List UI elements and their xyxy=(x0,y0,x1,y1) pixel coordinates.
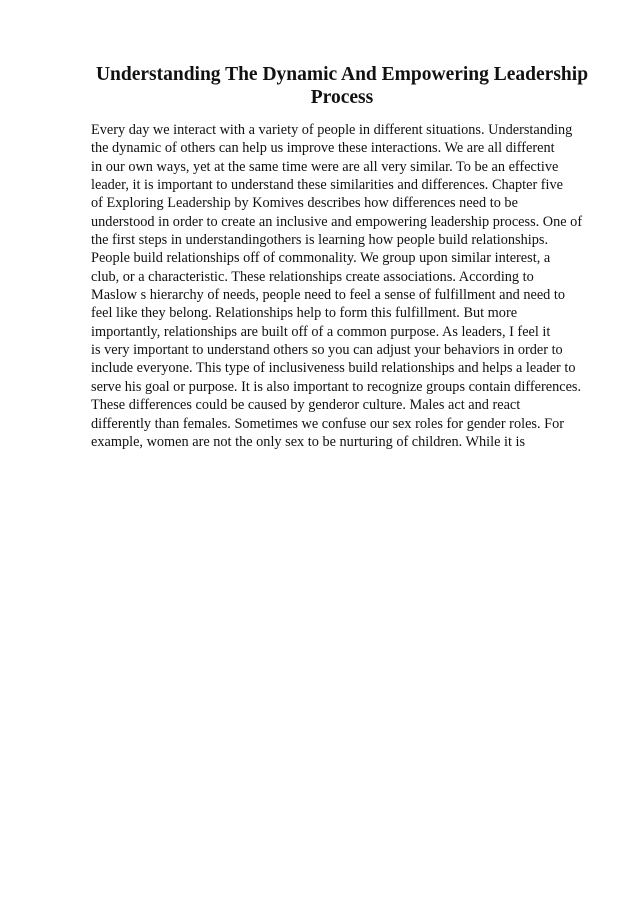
title-line: Understanding The Dynamic And Empowering Leadership xyxy=(95,64,589,85)
body-line: understood in order to create an inclusive and empowering leadership process. One of xyxy=(91,213,583,230)
document-body xyxy=(91,121,611,451)
body-line: the first steps in understandingothers is learning how people build relationships. xyxy=(91,232,549,249)
body-line: People build relationships off of commonality. We group upon similar interest, a xyxy=(91,250,551,267)
body-line: in our own ways, yet at the same time were are all very similar. To be an effective xyxy=(91,158,559,175)
body-line: serve his goal or purpose. It is also important to recognize groups contain differences. xyxy=(91,378,582,395)
body-line: feel like they belong. Relationships help to form this fulfillment. But more xyxy=(91,305,518,322)
body-line: is very important to understand others so you can adjust your behaviors in order to xyxy=(91,342,563,359)
body-line: example, women are not the only sex to be nurturing of children. While it is xyxy=(91,433,526,450)
body-line: the dynamic of others can help us improve these interactions. We are all different xyxy=(91,140,555,157)
document-title xyxy=(60,63,624,109)
body-line: Every day we interact with a variety of people in different situations. Understanding xyxy=(91,122,573,138)
body-line: These differences could be caused by genderor culture. Males act and react xyxy=(91,397,521,414)
body-line: include everyone. This type of inclusiveness build relationships and helps a leader to xyxy=(91,360,576,377)
body-line: club, or a characteristic. These relationships create associations. According to xyxy=(91,268,534,285)
body-line: differently than females. Sometimes we confuse our sex roles for gender roles. For xyxy=(91,415,564,432)
body-line: of Exploring Leadership by Komives describes how differences need to be xyxy=(91,195,518,212)
body-line: importantly, relationships are built off of a common purpose. As leaders, I feel it xyxy=(91,323,551,340)
body-line: leader, it is important to understand these similarities and differences. Chapter five xyxy=(91,177,564,194)
body-line: Maslow s hierarchy of needs, people need to feel a sense of fulfillment and need to xyxy=(91,287,566,304)
title-line: Process xyxy=(310,87,374,108)
